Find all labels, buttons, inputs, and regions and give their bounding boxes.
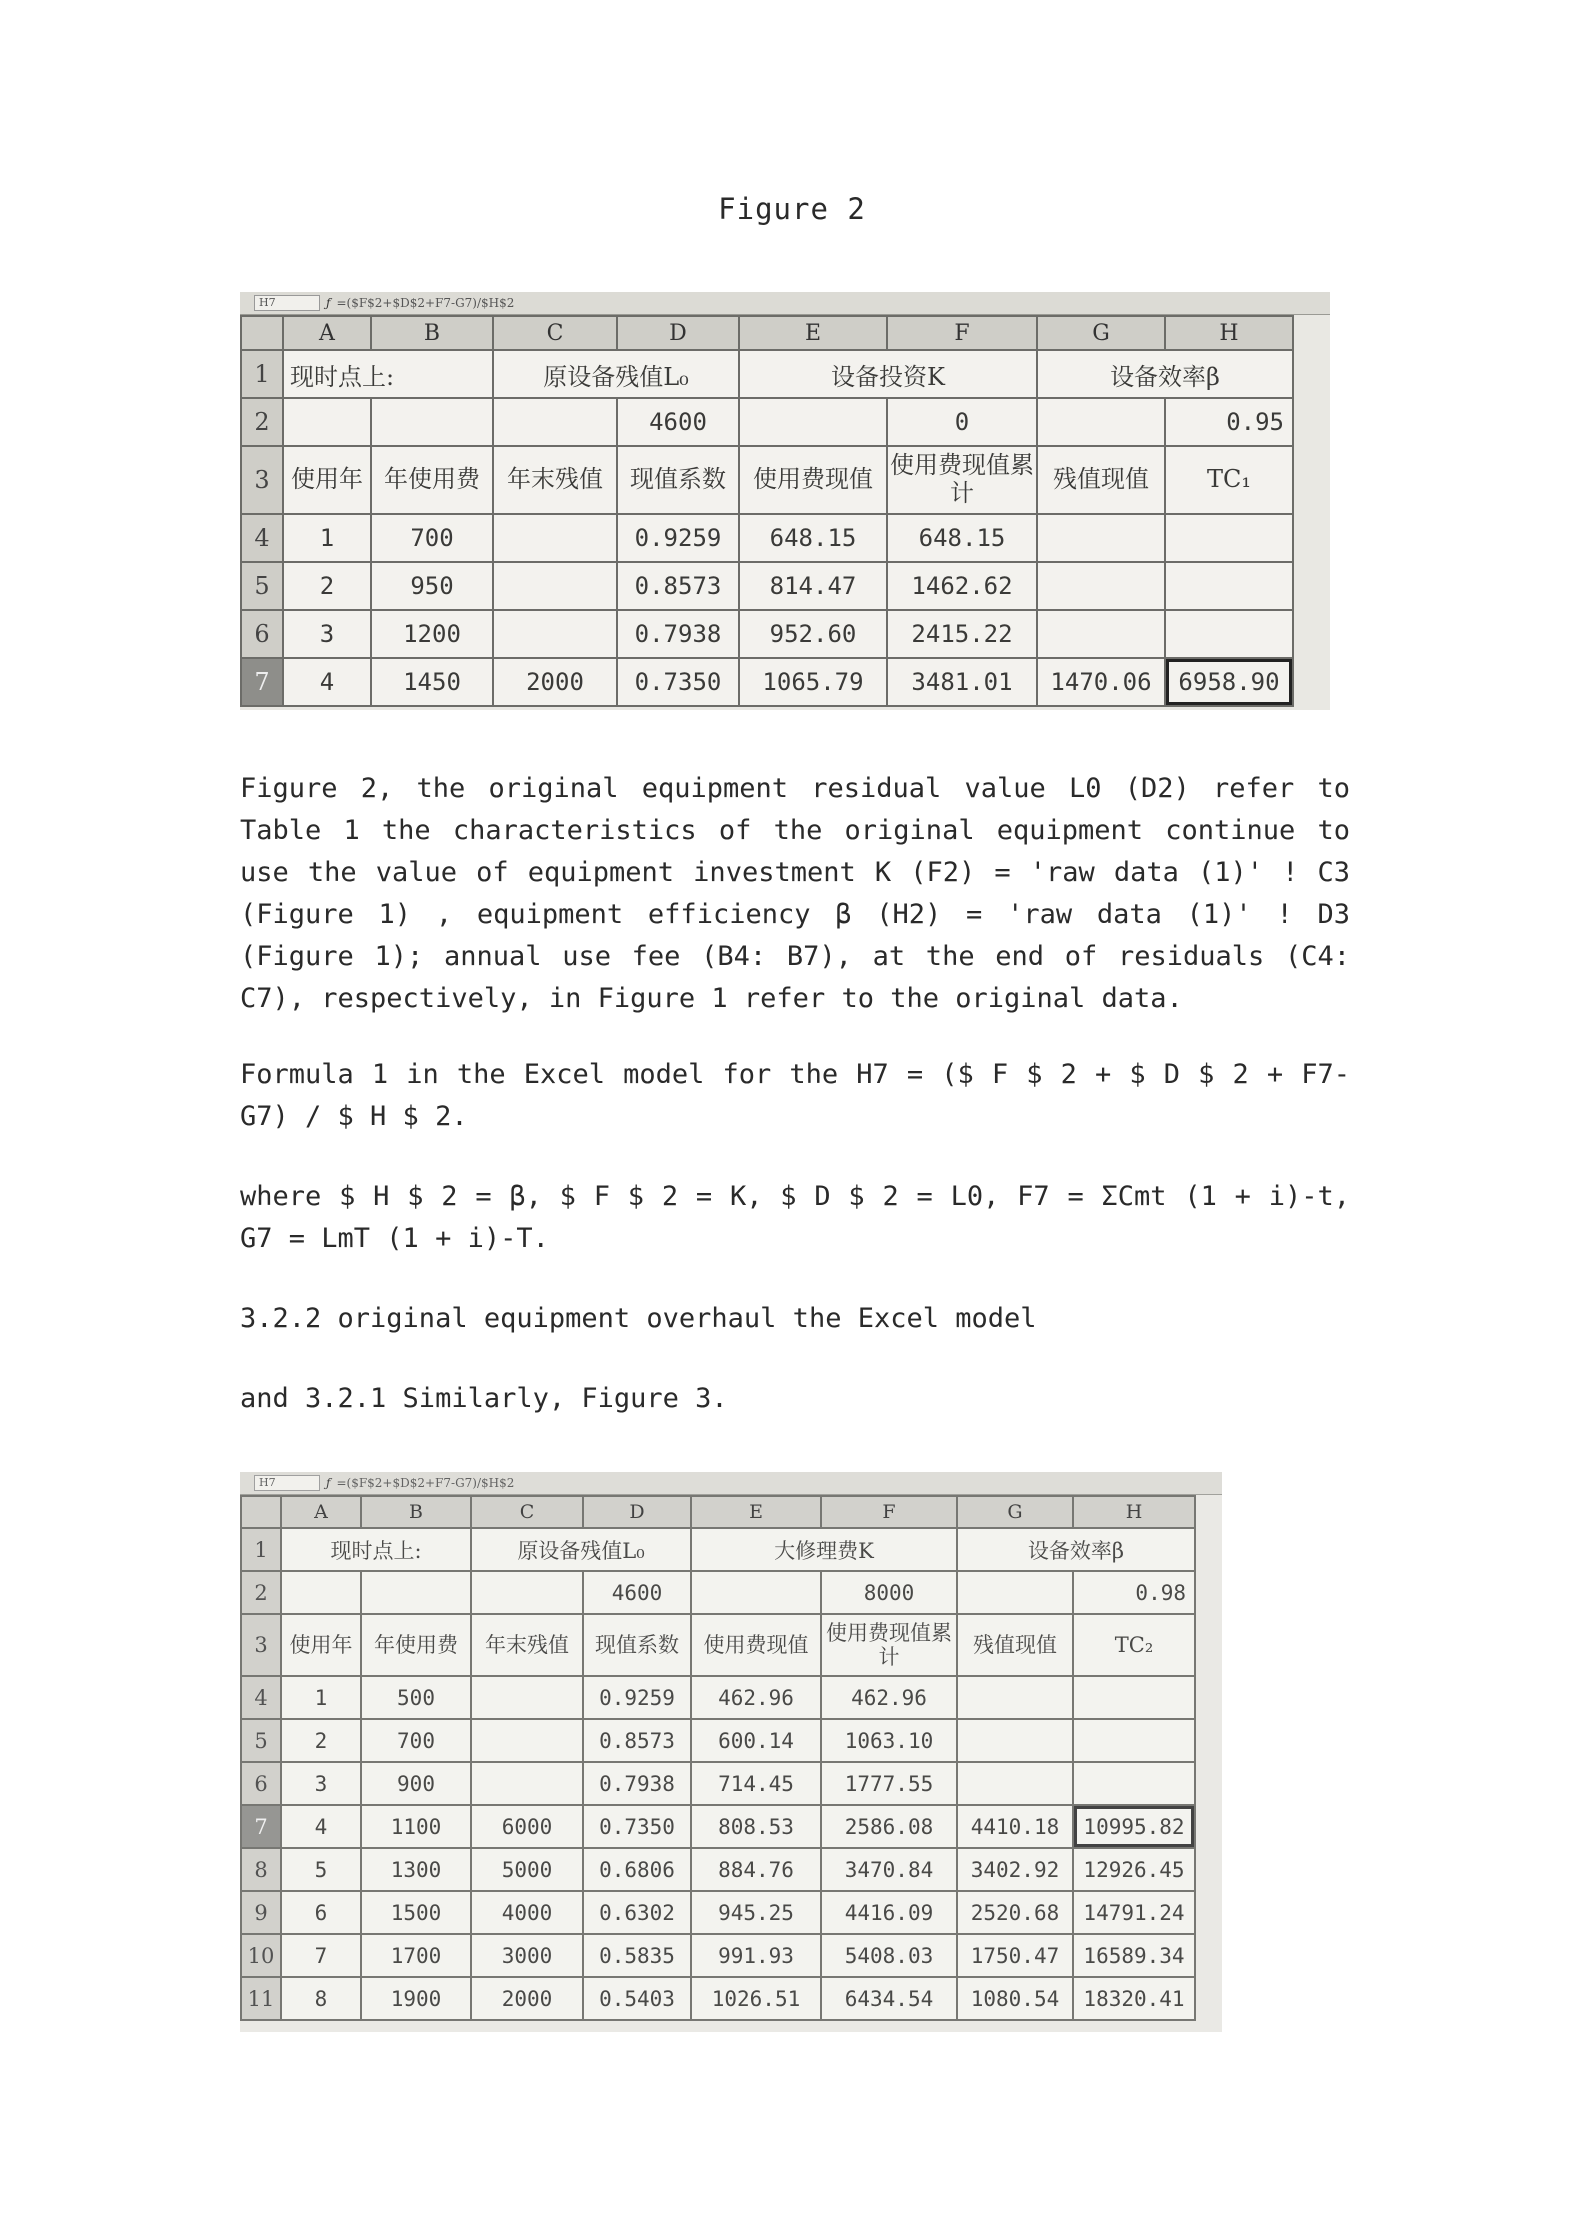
col-header-h[interactable]: H [1165,316,1293,350]
cell[interactable]: 1900 [361,1977,471,2020]
sheet-row [241,1676,1195,1719]
select-all-corner[interactable] [241,316,283,350]
cell[interactable]: 6000 [471,1805,583,1848]
cell[interactable]: 16589.34 [1073,1934,1195,1977]
cell-f2[interactable]: 8000 [821,1571,957,1614]
cell[interactable]: 8 [281,1977,361,2020]
cell[interactable]: 1 [281,1676,361,1719]
cell[interactable]: 7 [281,1934,361,1977]
cell[interactable]: 3481.01 [887,658,1037,706]
sheet-row [241,350,1293,398]
sheet-row [241,610,1293,658]
paragraph-figure2-description: Figure 2, the original equipment residual value L0 (D2) refer to Table 1 the characteristics of the original equipment continue to use the value of equipment investment K (F2) = 'raw data (1)' ! C3 (Figure 1) , equipment efficiency β (H2) = 'raw data (1)' ! D3 (Figure 1); annual use fee (B4: B7), at the end of residuals (C4: C7), respectively, in Figure 1 refer to the original data. [240,773,1350,1014]
row-number[interactable]: 11 [241,1977,281,2020]
cell[interactable]: 4 [283,658,371,706]
name-box[interactable]: H7 [254,295,320,311]
cell[interactable]: 700 [361,1719,471,1762]
cell[interactable]: 3 [283,610,371,658]
cell[interactable]: 0.6302 [583,1891,691,1934]
cell[interactable]: 1450 [371,658,493,706]
cell[interactable]: 700 [371,514,493,562]
cell[interactable]: 1700 [361,1934,471,1977]
column-header-row [241,316,1293,350]
cell[interactable]: 3402.92 [957,1848,1073,1891]
paragraph-definitions: where $ H $ 2 = β, $ F $ 2 = K, $ D $ 2 = L0, F7 = ΣCmt (1 + i)-t, G7 = LmT (1 + i)-T. [240,1181,1350,1254]
column-header-row [241,1496,1195,1528]
header-cell[interactable]: 使用费现值累计 [887,446,1037,514]
paragraph-formula: Formula 1 in the Excel model for the H7 = ($ F $ 2 + $ D $ 2 + F7-G7) / $ H $ 2. [240,1059,1350,1132]
cell[interactable] [471,1719,583,1762]
row-number[interactable]: 8 [241,1848,281,1891]
row-number[interactable]: 9 [241,1891,281,1934]
cell[interactable] [1037,562,1165,610]
cell[interactable] [471,1676,583,1719]
cell-d2[interactable]: 4600 [617,398,739,446]
section-heading-3-2-2: 3.2.2 original equipment overhaul the Excel model [240,1303,1037,1334]
formula-bar [240,1472,1222,1495]
row-number[interactable]: 4 [241,1676,281,1719]
col-header-h[interactable]: H [1073,1496,1195,1528]
sheet-row [241,658,1293,706]
cell[interactable]: 6 [281,1891,361,1934]
cell[interactable] [493,610,617,658]
cell-f2[interactable]: 0 [887,398,1037,446]
cell[interactable]: 0.9259 [617,514,739,562]
cell-d2[interactable]: 4600 [583,1571,691,1614]
cell[interactable]: 1500 [361,1891,471,1934]
row-number[interactable]: 7 [241,658,283,706]
cell[interactable]: 462.96 [821,1676,957,1719]
fx-icon: ƒ [326,1476,331,1490]
cell[interactable]: 0.7938 [583,1762,691,1805]
cell[interactable]: 1063.10 [821,1719,957,1762]
row-number[interactable]: 4 [241,514,283,562]
cell[interactable]: 3470.84 [821,1848,957,1891]
cell[interactable]: 0.7350 [617,658,739,706]
cell[interactable]: 1750.47 [957,1934,1073,1977]
cell[interactable]: 4410.18 [957,1805,1073,1848]
sheet-grid [240,315,1294,707]
figure-caption: Figure 2 [718,192,866,226]
row-number[interactable]: 6 [241,610,283,658]
cell-g1[interactable]: 设备效率β [957,1528,1195,1571]
header-cell[interactable]: 残值现值 [957,1614,1073,1676]
cell-e1[interactable]: 设备投资K [739,350,1037,398]
cell[interactable]: 945.25 [691,1891,821,1934]
cell[interactable]: 648.15 [739,514,887,562]
col-header-f[interactable]: F [821,1496,957,1528]
cell[interactable]: 1026.51 [691,1977,821,2020]
cell[interactable]: 1470.06 [1037,658,1165,706]
cell[interactable]: 1065.79 [739,658,887,706]
cell-a1[interactable]: 现时点上: [281,1528,471,1571]
cell[interactable]: 14791.24 [1073,1891,1195,1934]
sheet-row [241,1891,1195,1934]
cell[interactable] [1037,514,1165,562]
row-number[interactable]: 1 [241,350,283,398]
formula-text[interactable]: =($F$2+$D$2+F7-G7)/$H$2 [336,296,515,310]
sheet-row [241,446,1293,514]
col-header-e[interactable]: E [691,1496,821,1528]
sheet-row [241,1528,1195,1571]
header-cell[interactable]: 年使用费 [361,1614,471,1676]
cell[interactable] [1073,1762,1195,1805]
row-number[interactable]: 5 [241,1719,281,1762]
sheet-row [241,1848,1195,1891]
cell[interactable]: 1080.54 [957,1977,1073,2020]
col-header-b[interactable]: B [361,1496,471,1528]
cell[interactable]: 2520.68 [957,1891,1073,1934]
select-all-corner[interactable] [241,1496,281,1528]
cell[interactable] [957,1571,1073,1614]
cell[interactable] [281,1571,361,1614]
col-header-g[interactable]: G [957,1496,1073,1528]
cell[interactable]: 0.6806 [583,1848,691,1891]
cell[interactable]: 0.8573 [617,562,739,610]
cell[interactable] [957,1762,1073,1805]
row-number[interactable]: 7 [241,1805,281,1848]
cell[interactable]: 814.47 [739,562,887,610]
cell[interactable]: 2 [281,1719,361,1762]
row-number[interactable]: 1 [241,1528,281,1571]
col-header-d[interactable]: D [583,1496,691,1528]
row-number[interactable]: 2 [241,398,283,446]
header-cell[interactable]: 年末残值 [471,1614,583,1676]
sheet-row [241,398,1293,446]
cell[interactable]: 2000 [471,1977,583,2020]
cell[interactable] [1165,610,1293,658]
cell[interactable] [493,562,617,610]
header-cell[interactable]: TC₂ [1073,1614,1195,1676]
row-number[interactable]: 3 [241,446,283,514]
cell[interactable]: 462.96 [691,1676,821,1719]
cell-h2[interactable]: 0.95 [1165,398,1293,446]
sheet-row [241,1762,1195,1805]
row-number[interactable]: 6 [241,1762,281,1805]
cell[interactable] [361,1571,471,1614]
cell[interactable]: 12926.45 [1073,1848,1195,1891]
cell-h7-selected[interactable]: 6958.90 [1165,658,1293,706]
cell[interactable] [1073,1719,1195,1762]
header-cell[interactable]: 年末残值 [493,446,617,514]
cell[interactable] [739,398,887,446]
cell[interactable]: 1100 [361,1805,471,1848]
cell[interactable]: 808.53 [691,1805,821,1848]
sheet-row [241,1977,1195,2020]
cell[interactable]: 952.60 [739,610,887,658]
col-header-e[interactable]: E [739,316,887,350]
cell-c1[interactable]: 原设备残值L₀ [471,1528,691,1571]
header-cell[interactable]: 残值现值 [1037,446,1165,514]
paragraph-figure3-intro: and 3.2.1 Similarly, Figure 3. [240,1383,728,1414]
cell-g1[interactable]: 设备效率β [1037,350,1293,398]
cell[interactable]: 648.15 [887,514,1037,562]
sheet-row [241,1805,1195,1848]
cell[interactable] [1073,1676,1195,1719]
cell[interactable] [371,398,493,446]
header-cell[interactable]: 现值系数 [617,446,739,514]
cell[interactable] [1165,514,1293,562]
cell[interactable]: 1300 [361,1848,471,1891]
col-header-c[interactable]: C [471,1496,583,1528]
header-cell[interactable]: 年使用费 [371,446,493,514]
sheet-grid [240,1495,1196,2021]
cell-e1[interactable]: 大修理费K [691,1528,957,1571]
cell[interactable]: 884.76 [691,1848,821,1891]
row-number[interactable]: 2 [241,1571,281,1614]
cell[interactable]: 0.9259 [583,1676,691,1719]
cell[interactable]: 2415.22 [887,610,1037,658]
cell[interactable] [493,398,617,446]
cell[interactable] [691,1571,821,1614]
cell[interactable] [957,1676,1073,1719]
name-box[interactable]: H7 [254,1475,320,1491]
sheet-row [241,562,1293,610]
cell[interactable]: 1200 [371,610,493,658]
header-cell[interactable]: 使用费现值 [691,1614,821,1676]
formula-bar [240,292,1330,315]
fx-icon: ƒ [326,296,331,310]
cell[interactable]: 1 [283,514,371,562]
cell[interactable]: 3 [281,1762,361,1805]
cell[interactable]: 18320.41 [1073,1977,1195,2020]
cell[interactable]: 5408.03 [821,1934,957,1977]
cell[interactable]: 2586.08 [821,1805,957,1848]
cell[interactable]: 900 [361,1762,471,1805]
cell[interactable]: 950 [371,562,493,610]
col-header-a[interactable]: A [281,1496,361,1528]
cell[interactable]: 600.14 [691,1719,821,1762]
col-header-f[interactable]: F [887,316,1037,350]
cell-h2[interactable]: 0.98 [1073,1571,1195,1614]
col-header-a[interactable]: A [283,316,371,350]
header-cell[interactable]: 使用年 [283,446,371,514]
cell[interactable]: 3000 [471,1934,583,1977]
row-number[interactable]: 10 [241,1934,281,1977]
cell[interactable]: 2000 [493,658,617,706]
cell[interactable] [957,1719,1073,1762]
spreadsheet-figure-2 [240,292,1330,710]
cell[interactable] [493,514,617,562]
spreadsheet-figure-3 [240,1472,1222,2032]
row-number[interactable]: 3 [241,1614,281,1676]
cell[interactable]: 1462.62 [887,562,1037,610]
cell[interactable]: 6434.54 [821,1977,957,2020]
col-header-c[interactable]: C [493,316,617,350]
cell[interactable] [1037,610,1165,658]
cell[interactable]: 4 [281,1805,361,1848]
sheet-row [241,1571,1195,1614]
col-header-d[interactable]: D [617,316,739,350]
cell[interactable]: 0.7350 [583,1805,691,1848]
cell[interactable]: 0.8573 [583,1719,691,1762]
cell[interactable]: 0.5403 [583,1977,691,2020]
cell[interactable]: 5000 [471,1848,583,1891]
cell[interactable]: 991.93 [691,1934,821,1977]
header-cell[interactable]: 使用费现值累计 [821,1614,957,1676]
cell-a1[interactable]: 现时点上: [283,350,493,398]
cell[interactable]: 714.45 [691,1762,821,1805]
sheet-row [241,1614,1195,1676]
sheet-row [241,1719,1195,1762]
cell-h7-selected[interactable]: 10995.82 [1073,1805,1195,1848]
cell[interactable]: 500 [361,1676,471,1719]
header-cell[interactable]: 使用年 [281,1614,361,1676]
sheet-row [241,514,1293,562]
cell[interactable] [1037,398,1165,446]
row-number[interactable]: 5 [241,562,283,610]
cell[interactable] [283,398,371,446]
col-header-b[interactable]: B [371,316,493,350]
col-header-g[interactable]: G [1037,316,1165,350]
cell[interactable]: 0.5835 [583,1934,691,1977]
cell[interactable]: 0.7938 [617,610,739,658]
cell[interactable] [471,1762,583,1805]
cell[interactable]: 4000 [471,1891,583,1934]
cell[interactable]: 5 [281,1848,361,1891]
cell[interactable]: 2 [283,562,371,610]
cell[interactable]: 4416.09 [821,1891,957,1934]
header-cell[interactable]: TC₁ [1165,446,1293,514]
cell[interactable] [1165,562,1293,610]
cell[interactable]: 1777.55 [821,1762,957,1805]
formula-text[interactable]: =($F$2+$D$2+F7-G7)/$H$2 [336,1476,515,1490]
header-cell[interactable]: 使用费现值 [739,446,887,514]
cell[interactable] [471,1571,583,1614]
sheet-row [241,1934,1195,1977]
cell-c1[interactable]: 原设备残值L₀ [493,350,739,398]
header-cell[interactable]: 现值系数 [583,1614,691,1676]
